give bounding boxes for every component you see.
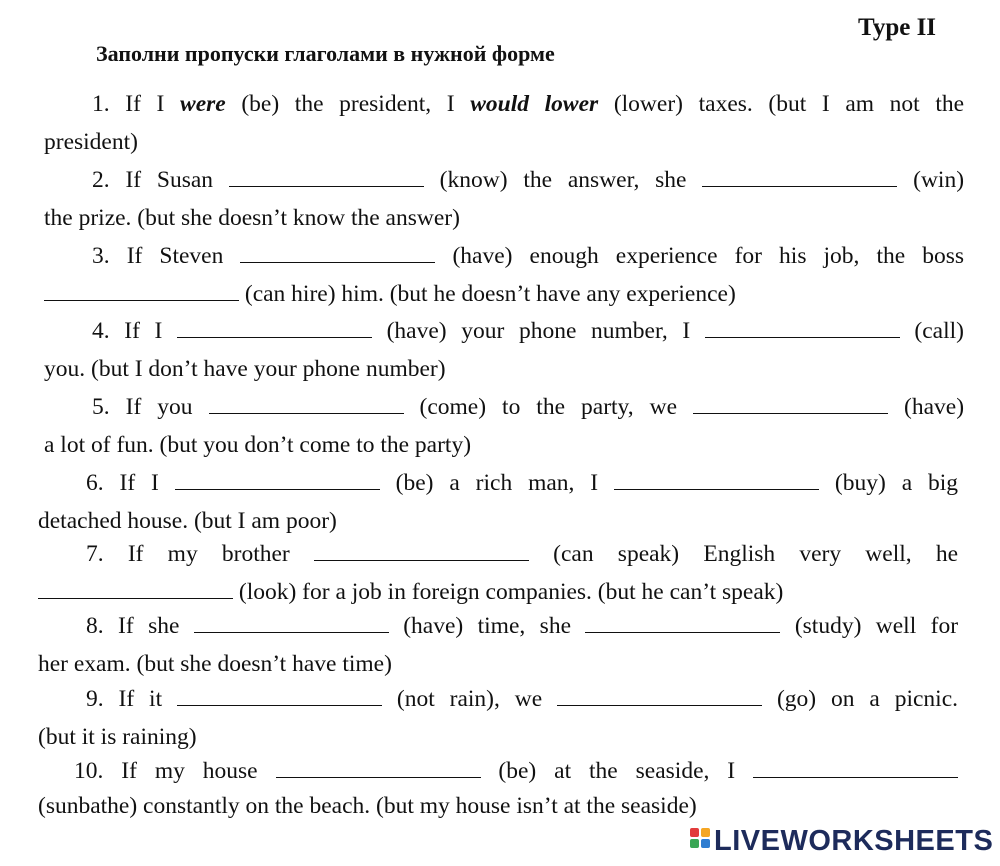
item-3-line <box>92 242 964 270</box>
answer-blank-3a[interactable] <box>240 242 435 263</box>
item-number: 4. <box>92 318 110 344</box>
item-hint: (have) your phone number, I <box>386 318 691 344</box>
item-hint: (have) enough experience for his job, the boss <box>452 243 965 269</box>
item-lead: If my brother <box>127 541 290 567</box>
answer-blank-10a[interactable] <box>276 757 481 778</box>
item-hint: (come) to the party, we <box>419 394 678 420</box>
item-1-continuation: president) <box>44 129 138 155</box>
item-2-line <box>92 166 964 194</box>
item-2-continuation: the prize. (but she doesn’t know the answer) <box>44 205 460 231</box>
item-lead: If you <box>125 394 193 420</box>
answer-blank-5b[interactable] <box>693 393 888 414</box>
item-number: 3. <box>92 243 110 269</box>
logo-square <box>701 839 710 848</box>
item-6-line <box>86 469 958 497</box>
liveworksheets-mark-icon <box>690 828 712 854</box>
item-number: 6. <box>86 470 104 496</box>
answer-blank-6a[interactable] <box>175 469 380 490</box>
item-7-line <box>86 540 958 568</box>
answer-blank-9b[interactable] <box>557 685 762 706</box>
item-7-continuation <box>38 578 783 606</box>
example-answer-2: would lower <box>470 91 599 117</box>
item-8-line <box>86 612 958 640</box>
answer-blank-7b[interactable] <box>38 578 233 599</box>
item-hint: (have) time, she <box>403 613 571 639</box>
item-number: 9. <box>86 686 104 712</box>
answer-blank-7a[interactable] <box>314 540 529 561</box>
item-lead: If my house <box>121 758 258 784</box>
item-10-line <box>74 757 958 785</box>
answer-blank-8a[interactable] <box>194 612 389 633</box>
type-label: Type II <box>858 14 937 41</box>
item-4-continuation: you. (but I don’t have your phone number) <box>44 356 446 382</box>
item-4-line <box>92 317 964 345</box>
item-hint: (go) on a picnic. <box>776 686 959 712</box>
item-10-continuation: (sunbathe) constantly on the beach. (but my house isn’t at the seaside) <box>38 793 697 819</box>
answer-blank-5a[interactable] <box>209 393 404 414</box>
answer-blank-4a[interactable] <box>177 317 372 338</box>
item-number: 10. <box>74 758 104 784</box>
item-lead: If Steven <box>126 243 224 269</box>
item-5-continuation: a lot of fun. (but you don’t come to the party) <box>44 432 472 458</box>
item-hint: (be) at the seaside, I <box>498 758 736 784</box>
item-hint: (not rain), we <box>396 686 543 712</box>
item-hint: (look) for a job in foreign companies. (but he can’t speak) <box>238 579 784 605</box>
item-hint: (be) a rich man, I <box>395 470 599 496</box>
item-9-continuation: (but it is raining) <box>38 724 197 750</box>
item-hint: (study) well for <box>794 613 959 639</box>
item-lead: If Susan <box>125 167 214 193</box>
item-lead: If I <box>124 318 163 344</box>
item-text: (lower) taxes. (but I am not the <box>613 91 965 117</box>
item-number: 5. <box>92 394 110 420</box>
item-hint: (can speak) English very well, he <box>553 541 959 567</box>
item-hint: (buy) a big <box>834 470 959 496</box>
answer-blank-2a[interactable] <box>229 166 424 187</box>
item-3-continuation <box>44 280 736 308</box>
page-heading: Заполни пропуски глаголами в нужной форме <box>96 41 555 66</box>
answer-blank-8b[interactable] <box>585 612 780 633</box>
item-lead: If she <box>118 613 180 639</box>
item-hint: (can hire) him. (but he doesn’t have any experience) <box>244 281 736 307</box>
item-number: 8. <box>86 613 104 639</box>
example-answer-1: were <box>180 91 226 117</box>
item-lead: If it <box>118 686 163 712</box>
logo-square <box>690 839 699 848</box>
item-hint: (win) <box>913 167 965 193</box>
answer-blank-2b[interactable] <box>702 166 897 187</box>
item-hint: (have) <box>904 394 965 420</box>
item-number: 2. <box>92 167 110 193</box>
answer-blank-4b[interactable] <box>705 317 900 338</box>
answer-blank-6b[interactable] <box>614 469 819 490</box>
item-5-line <box>92 393 964 421</box>
item-1-line <box>92 90 964 118</box>
answer-blank-9a[interactable] <box>177 685 382 706</box>
item-lead: If I <box>119 470 159 496</box>
item-hint: (know) the answer, she <box>439 167 687 193</box>
item-hint: (call) <box>914 318 964 344</box>
item-number: 1. <box>92 91 110 117</box>
answer-blank-10b[interactable] <box>753 757 958 778</box>
item-text: (be) the president, I <box>241 91 455 117</box>
answer-blank-3b[interactable] <box>44 280 239 301</box>
item-6-continuation: detached house. (but I am poor) <box>38 508 337 534</box>
item-9-line <box>86 685 958 713</box>
liveworksheets-logo <box>690 824 993 858</box>
item-lead: If I <box>125 91 165 117</box>
item-number: 7. <box>86 541 104 567</box>
logo-square <box>701 828 710 837</box>
item-8-continuation: her exam. (but she doesn’t have time) <box>38 651 392 677</box>
logo-square <box>690 828 699 837</box>
liveworksheets-wordmark: LIVEWORKSHEETS <box>714 824 994 857</box>
